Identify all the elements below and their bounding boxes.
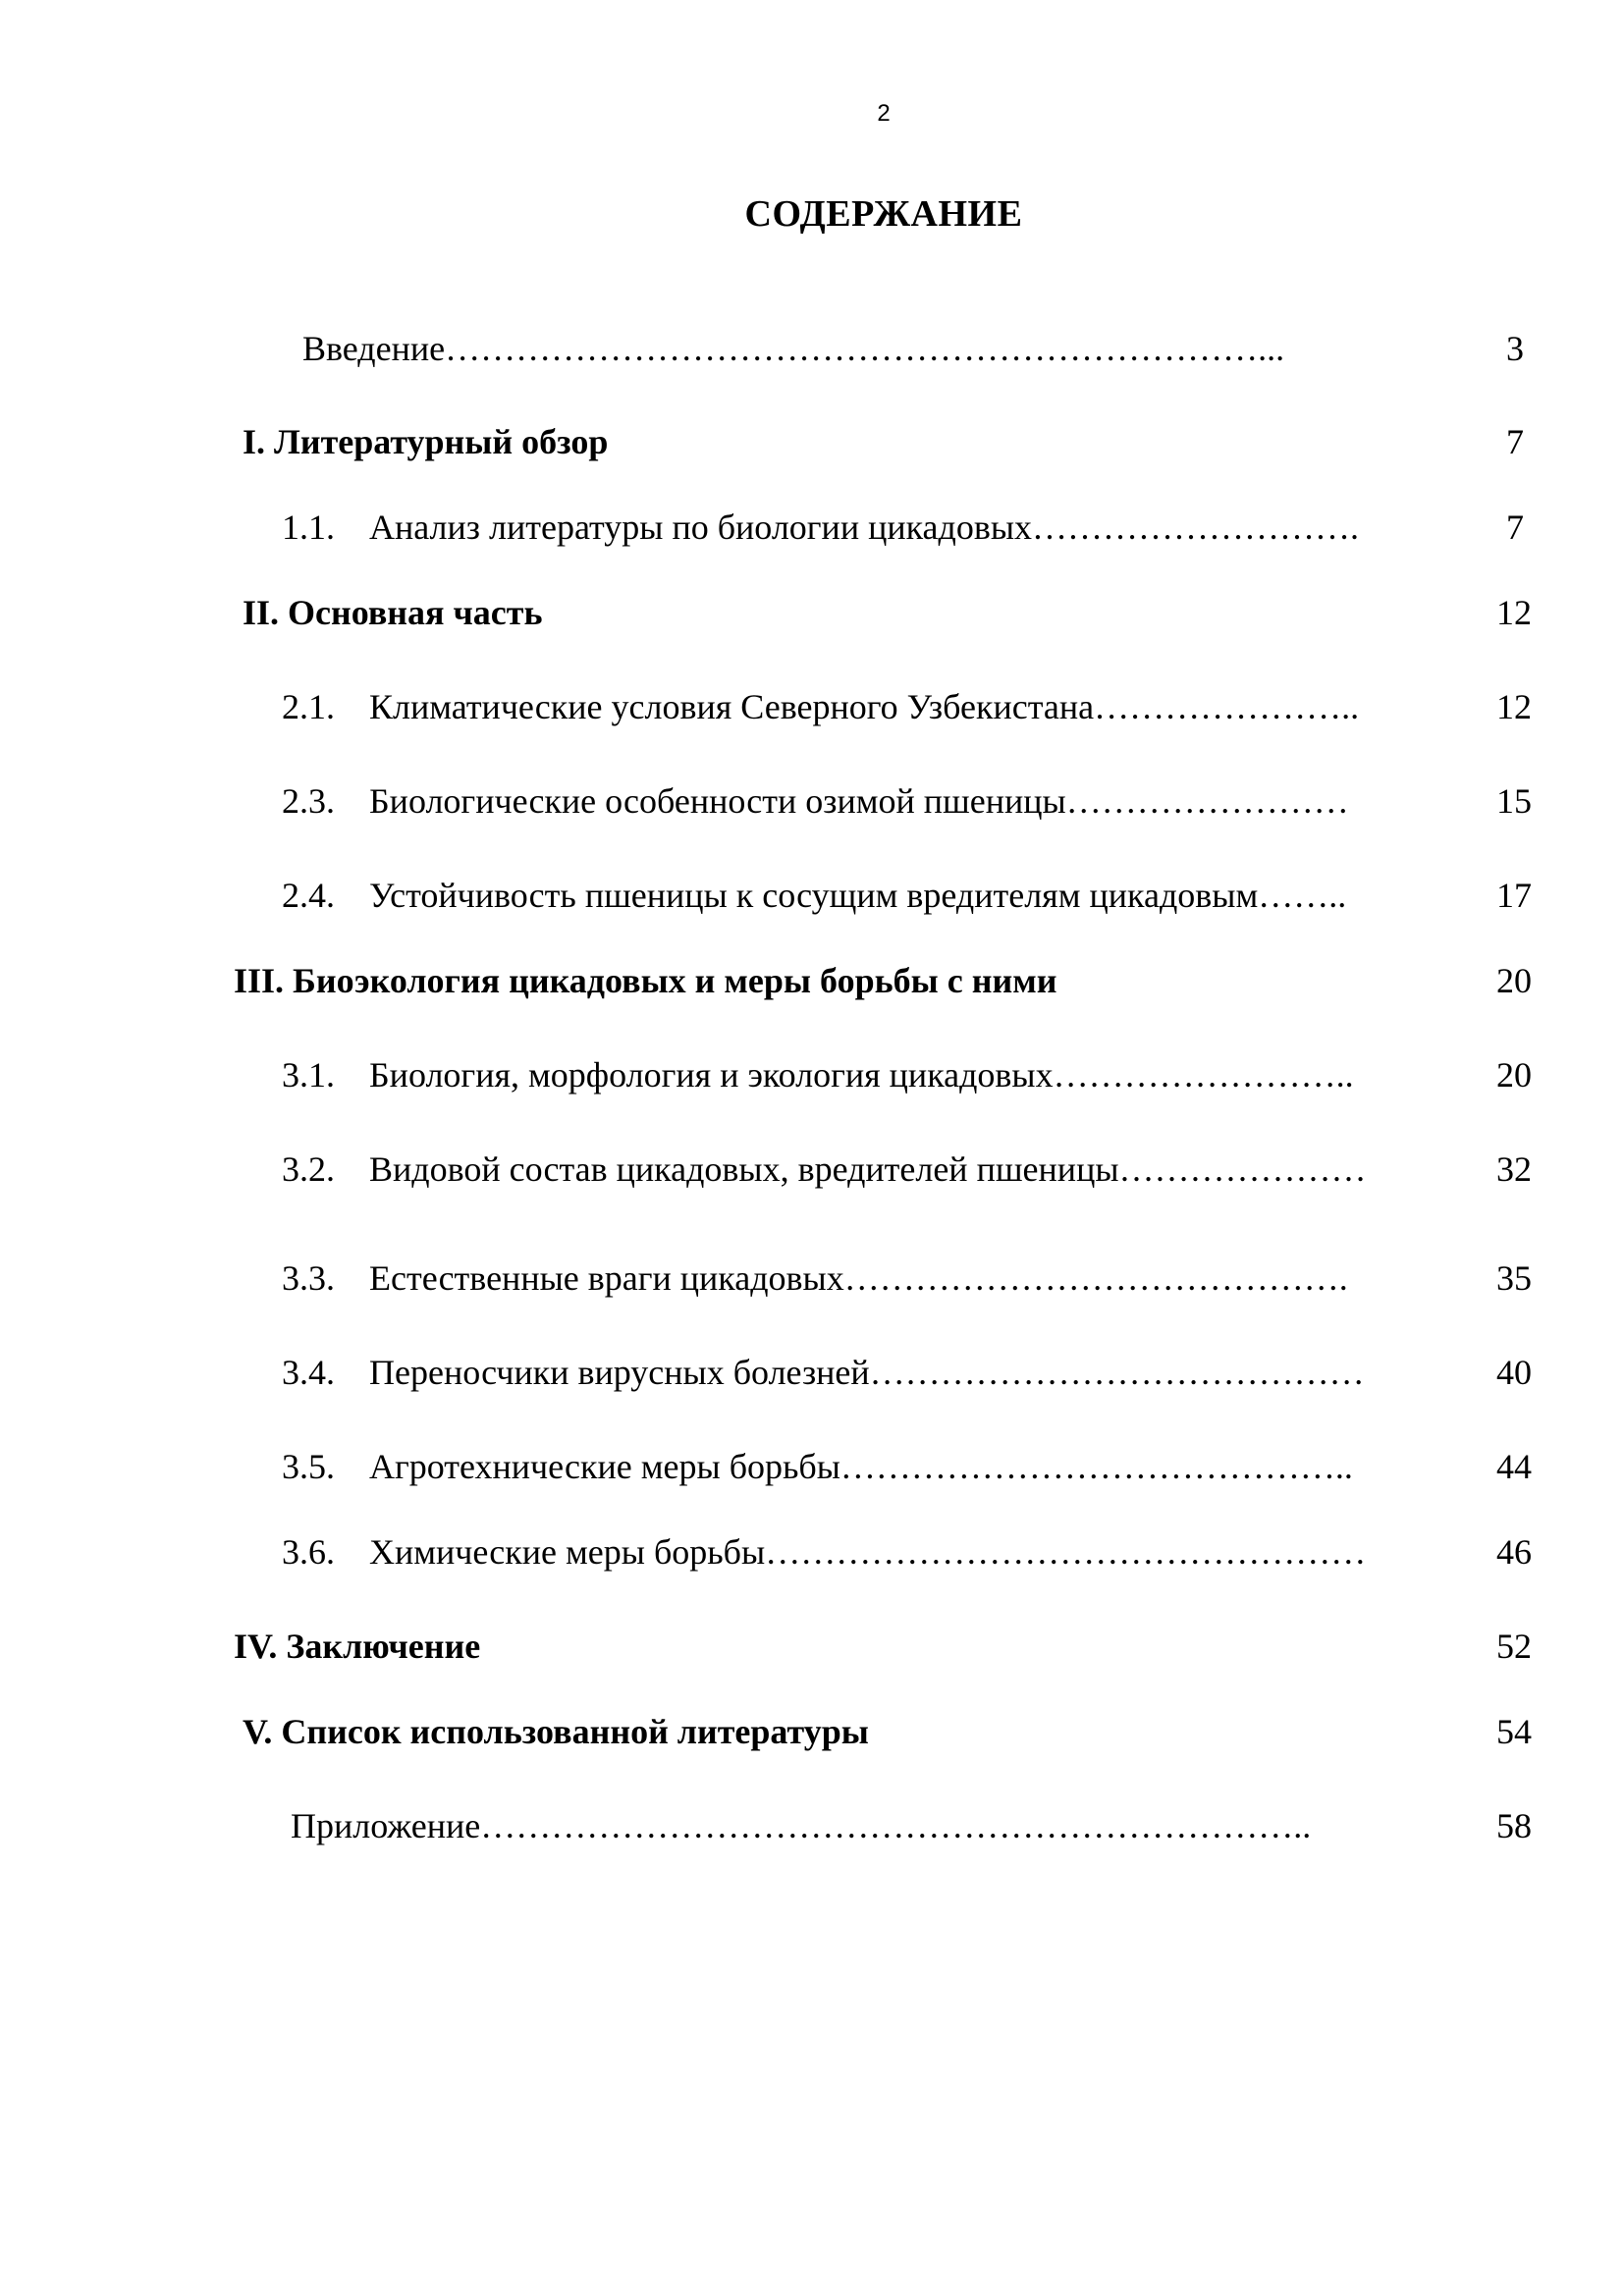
toc-subsection bbox=[282, 1445, 335, 1488]
toc-subsection bbox=[282, 1053, 335, 1096]
toc-item-page: 17 bbox=[1496, 876, 1532, 915]
toc-item-text: II. Основная часть bbox=[243, 593, 543, 632]
toc-item-text: Анализ литературы по биологии цикадовых………………………. bbox=[369, 507, 1360, 547]
toc-item-number: 2.4. bbox=[282, 876, 335, 915]
toc-section-main-part bbox=[243, 591, 543, 634]
toc-subsection-title bbox=[369, 685, 1359, 728]
toc-subsection-title bbox=[369, 1148, 1367, 1191]
toc-subsection bbox=[282, 1148, 335, 1191]
toc-item-page: 35 bbox=[1496, 1258, 1532, 1298]
toc-item-number: 3.6. bbox=[282, 1532, 335, 1572]
toc-subsection-title bbox=[369, 1256, 1348, 1300]
toc-item-page: 20 bbox=[1496, 961, 1532, 1000]
toc-item-text: Переносчики вирусных болезней…………………………………… bbox=[369, 1353, 1365, 1392]
toc-item-page: 54 bbox=[1496, 1712, 1532, 1751]
toc-item-introduction bbox=[302, 327, 1284, 370]
toc-subsection-title bbox=[369, 779, 1349, 823]
toc-item-page: 7 bbox=[1506, 507, 1524, 547]
toc-item-page: 58 bbox=[1496, 1806, 1532, 1845]
toc-subsection bbox=[282, 1256, 335, 1300]
toc-item-appendix bbox=[291, 1804, 1311, 1847]
toc-section-conclusion bbox=[234, 1625, 480, 1668]
toc-item-page: 40 bbox=[1496, 1353, 1532, 1392]
toc-subsection bbox=[282, 506, 335, 549]
toc-item-page: 12 bbox=[1496, 593, 1532, 632]
toc-section-bioecology bbox=[234, 959, 1056, 1002]
page-number: 2 bbox=[877, 100, 891, 127]
toc-item-number: 2.1. bbox=[282, 687, 335, 726]
toc-item-text: III. Биоэкология цикадовых и меры борьбы с ними bbox=[234, 961, 1057, 1000]
toc-item-page: 52 bbox=[1496, 1627, 1532, 1666]
toc-item-number: 1.1. bbox=[282, 507, 335, 547]
toc-item-text: Устойчивость пшеницы к сосущим вредителям цикадовым…….. bbox=[369, 876, 1347, 915]
toc-item-text: Химические меры борьбы…………………………………………… bbox=[369, 1532, 1367, 1572]
toc-subsection bbox=[282, 1530, 335, 1574]
toc-item-page: 20 bbox=[1496, 1055, 1532, 1095]
toc-item-number: 3.3. bbox=[282, 1258, 335, 1298]
toc-item-text: V. Список использованной литературы bbox=[243, 1712, 869, 1751]
toc-subsection bbox=[282, 685, 335, 728]
toc-item-page: 12 bbox=[1496, 687, 1532, 726]
toc-subsection-title bbox=[369, 1053, 1354, 1096]
toc-item-number: 3.1. bbox=[282, 1055, 335, 1095]
toc-item-page: 32 bbox=[1496, 1149, 1532, 1189]
toc-item-page: 46 bbox=[1496, 1532, 1532, 1572]
toc-item-text: IV. Заключение bbox=[234, 1627, 481, 1666]
toc-subsection-title bbox=[369, 1351, 1365, 1394]
toc-item-text: Естественные враги цикадовых……………………………………. bbox=[369, 1258, 1348, 1298]
toc-item-number: 3.5. bbox=[282, 1447, 335, 1486]
toc-section-references bbox=[243, 1710, 869, 1753]
toc-item-text: Климатические условия Северного Узбекистана………………….. bbox=[369, 687, 1360, 726]
toc-subsection-title bbox=[369, 1530, 1366, 1574]
toc-item-text: Биологические особенности озимой пшеницы…………………… bbox=[369, 781, 1349, 821]
toc-subsection-title bbox=[369, 1445, 1353, 1488]
toc-section-literature-review bbox=[243, 420, 608, 463]
toc-item-page: 15 bbox=[1496, 781, 1532, 821]
toc-item-text: Биология, морфология и экология цикадовых…………………….. bbox=[369, 1055, 1354, 1095]
toc-item-text: Видовой состав цикадовых, вредителей пшеницы………………… bbox=[369, 1149, 1367, 1189]
toc-subsection-title bbox=[369, 874, 1346, 917]
toc-item-number: 2.3. bbox=[282, 781, 335, 821]
toc-subsection bbox=[282, 874, 335, 917]
toc-item-number: 3.4. bbox=[282, 1353, 335, 1392]
toc-subsection-title bbox=[369, 506, 1359, 549]
toc-item-text: Введение……………………………………………………………... bbox=[302, 329, 1285, 368]
page-title: СОДЕРЖАНИЕ bbox=[744, 193, 1023, 235]
toc-item-number: 3.2. bbox=[282, 1149, 335, 1189]
toc-subsection bbox=[282, 1351, 335, 1394]
toc-item-page: 44 bbox=[1496, 1447, 1532, 1486]
toc-item-text: I. Литературный обзор bbox=[243, 422, 609, 461]
toc-subsection bbox=[282, 779, 335, 823]
toc-item-text: Агротехнические меры борьбы…………………………………….. bbox=[369, 1447, 1353, 1486]
toc-item-text: Приложение…………………………………………………………….. bbox=[291, 1806, 1312, 1845]
toc-item-page: 3 bbox=[1506, 329, 1524, 368]
toc-item-page: 7 bbox=[1506, 422, 1524, 461]
